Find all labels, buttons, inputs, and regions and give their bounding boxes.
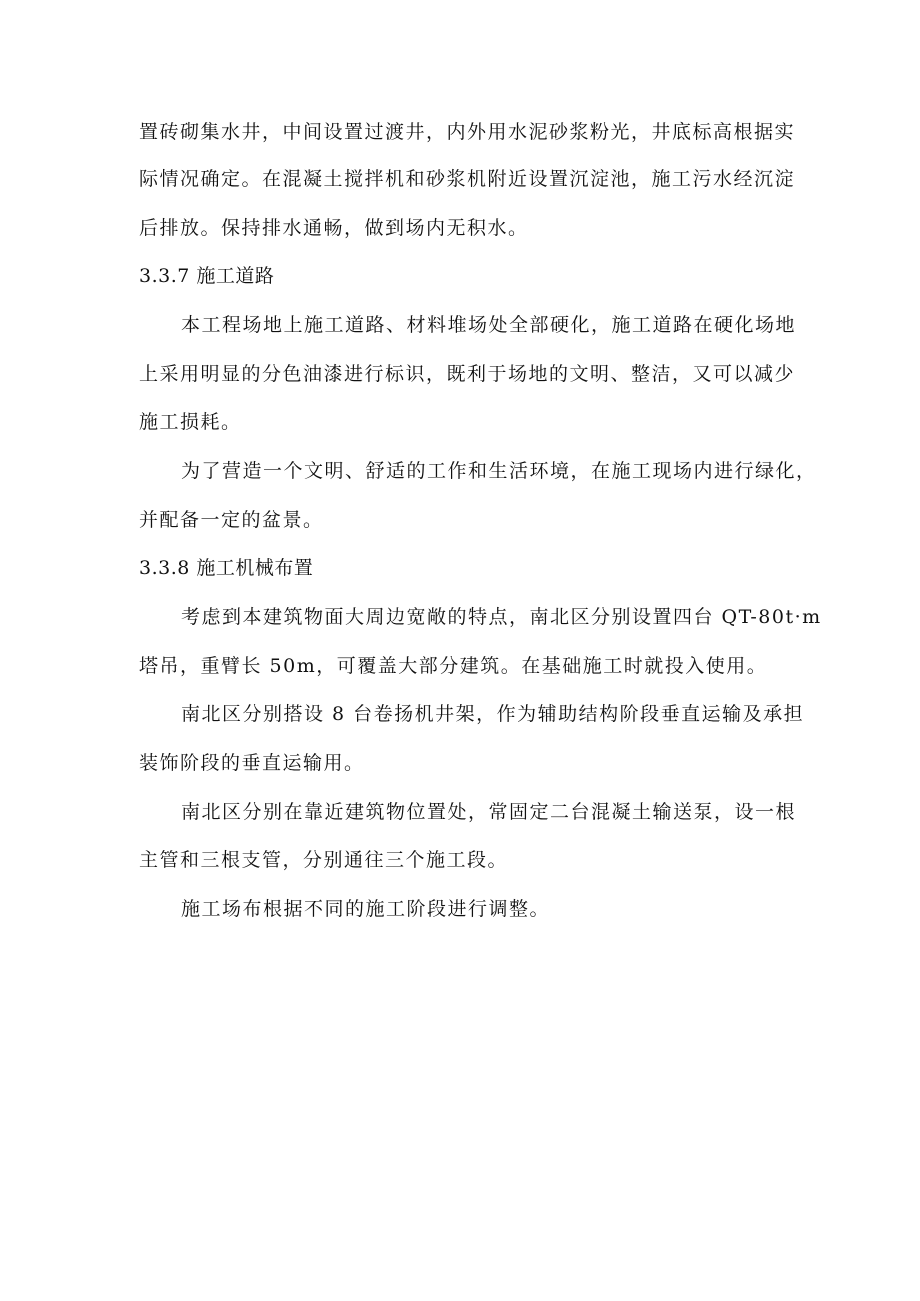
paragraph-line: 南北区分别在靠近建筑物位置处，常固定二台混凝土输送泵，设一根 [181,801,797,823]
paragraph-line: 后排放。保持排水通畅，做到场内无积水。 [139,217,529,239]
paragraph-line: 塔吊，重臂长 50m，可覆盖大部分建筑。在基础施工时就投入使用。 [139,655,768,677]
paragraph-line: 装饰阶段的垂直运输用。 [139,752,365,774]
paragraph-line: 本工程场地上施工道路、材料堆场处全部硬化，施工道路在硬化场地 [181,314,797,336]
paragraph-line: 置砖砌集水井，中间设置过渡井，内外用水泥砂浆粉光，井底标高根据实 [139,121,796,143]
paragraph-line: 际情况确定。在混凝土搅拌机和砂浆机附近设置沉淀池，施工污水经沉淀 [139,168,796,190]
paragraph-line: 为了营造一个文明、舒适的工作和生活环境，在施工现场内进行绿化， [181,460,817,482]
section-heading: 3.3.7 施工道路 [139,265,275,287]
section-heading: 3.3.8 施工机械布置 [139,557,314,579]
paragraph-line: 南北区分别搭设 8 台卷扬机井架，作为辅助结构阶段垂直运输及承担 [181,703,805,725]
paragraph-line: 考虑到本建筑物面大周边宽敞的特点，南北区分别设置四台 QT-80t·m [181,606,822,628]
paragraph-line: 并配备一定的盆景。 [139,509,324,531]
paragraph-line: 施工场布根据不同的施工阶段进行调整。 [181,898,551,920]
paragraph-line: 上采用明显的分色油漆进行标识，既利于场地的文明、整洁，又可以减少 [139,363,796,385]
paragraph-line: 主管和三根支管，分别通往三个施工段。 [139,849,509,871]
paragraph-line: 施工损耗。 [139,411,242,433]
